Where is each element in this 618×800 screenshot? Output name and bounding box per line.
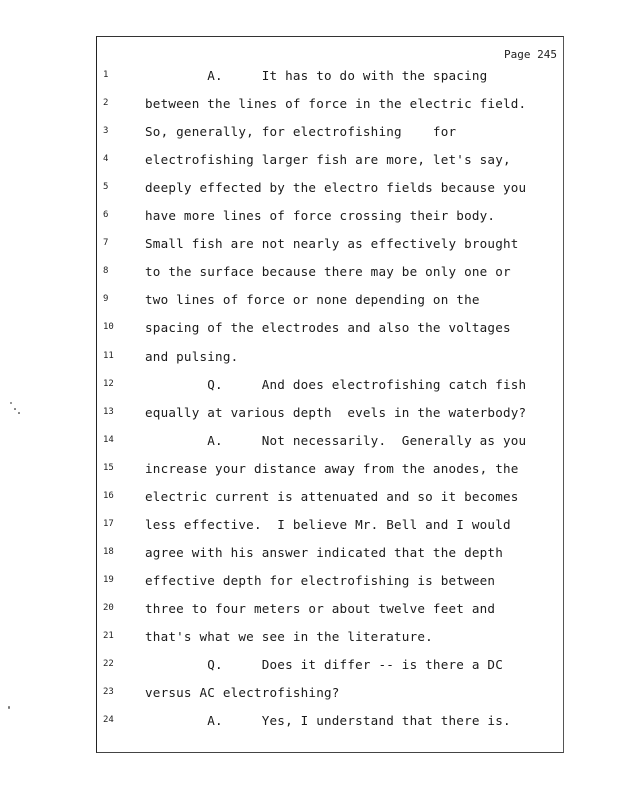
line-text: equally at various depth evels in the waterbody? [145,404,527,420]
transcript-line [97,236,565,256]
scan-speck [14,408,16,410]
transcript-line [97,152,565,172]
transcript-line [97,601,565,621]
line-number: 7 [103,238,109,249]
transcript-line [97,405,565,425]
transcript-line [97,629,565,649]
transcript-page [96,36,564,753]
line-text: spacing of the electrodes and also the voltages [145,320,511,336]
transcript-line [97,292,565,312]
transcript-line [97,489,565,509]
line-number: 21 [103,631,114,641]
transcript-line [97,433,565,453]
line-text: have more lines of force crossing their body. [145,208,496,224]
transcript-line [97,657,565,677]
line-text: So, generally, for electrofishing for [145,124,457,140]
line-number: 15 [103,462,114,473]
line-text: that's what we see in the literature. [145,629,433,644]
transcript-line [97,124,565,144]
line-text: A. Yes, I understand that there is. [145,713,511,729]
line-number: 6 [103,210,109,221]
line-text: deeply effected by the electro fields because you [145,180,527,196]
line-text: less effective. I believe Mr. Bell and I would [145,516,511,532]
line-text: effective depth for electrofishing is between [145,572,496,588]
transcript-line [97,461,565,481]
line-number: 22 [103,659,114,670]
line-text: versus AC electrofishing? [145,685,340,701]
line-text: Small fish are not nearly as effectively brought [145,236,519,252]
page-number: Page 245 [504,48,557,61]
transcript-line [97,208,565,228]
line-text: between the lines of force in the electric field. [145,96,527,112]
scan-speck [8,706,10,709]
line-number: 14 [103,434,114,445]
transcript-line [97,68,565,88]
line-number: 1 [103,70,109,80]
line-number: 8 [103,266,109,277]
scan-speck [18,412,20,414]
line-number: 13 [103,406,114,417]
transcript-line [97,573,565,593]
transcript-line [97,545,565,565]
line-text: electric current is attenuated and so it becomes [145,488,519,504]
line-text: two lines of force or none depending on the [145,292,480,308]
line-number: 4 [103,154,109,165]
line-number: 23 [103,687,114,698]
line-number: 5 [103,182,109,193]
line-number: 19 [103,574,114,585]
line-text: Q. Does it differ -- is there a DC [145,657,503,673]
line-text: and pulsing. [145,348,239,364]
transcript-line [97,349,565,369]
scan-speck [10,402,12,404]
transcript-line [97,517,565,537]
line-number: 2 [103,98,109,109]
transcript-line [97,96,565,116]
line-text: A. It has to do with the spacing [145,68,488,83]
line-text: electrofishing larger fish are more, let's say, [145,152,511,168]
line-number: 24 [103,715,114,726]
line-number: 12 [103,378,114,389]
line-number: 9 [103,294,109,305]
line-text: three to four meters or about twelve feet and [145,600,496,616]
line-number: 3 [103,126,109,137]
line-number: 18 [103,546,114,557]
line-text: Q. And does electrofishing catch fish [145,376,527,392]
transcript-line [97,264,565,284]
transcript-line [97,377,565,397]
line-text: A. Not necessarily. Generally as you [145,432,527,448]
line-number: 11 [103,350,114,361]
line-text: to the surface because there may be only one or [145,264,511,280]
transcript-line [97,685,565,705]
transcript-line [97,320,565,340]
line-number: 16 [103,490,114,501]
line-number: 20 [103,602,114,613]
line-number: 17 [103,518,114,529]
transcript-line [97,713,565,733]
transcript-line [97,180,565,200]
line-text: agree with his answer indicated that the depth [145,544,503,560]
line-text: increase your distance away from the anodes, the [145,460,519,476]
line-number: 10 [103,322,114,333]
